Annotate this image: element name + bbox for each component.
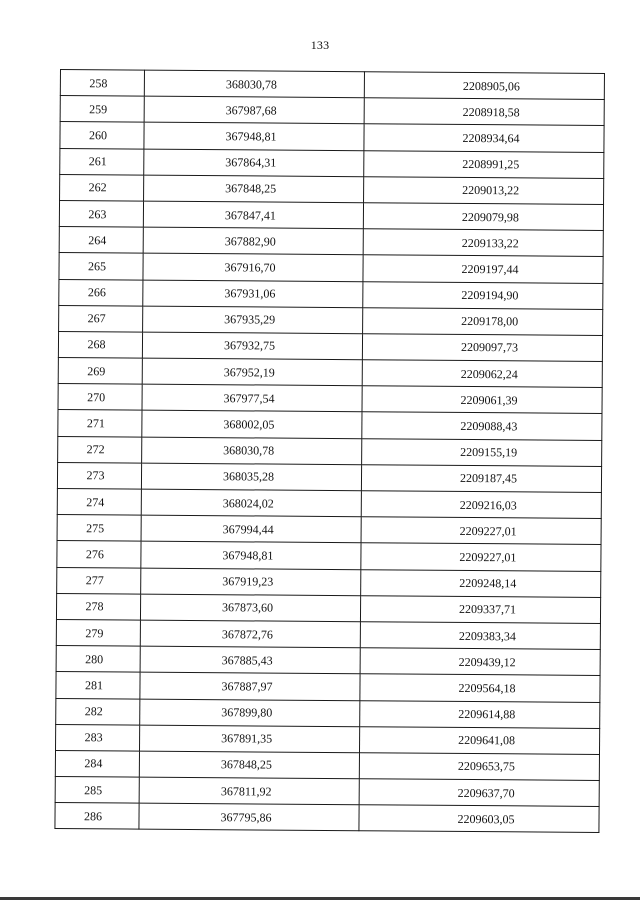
y-coordinate-cell: 2209641,08 [359,726,599,754]
point-number-cell: 278 [56,593,140,620]
y-coordinate-cell: 2208918,58 [364,98,604,126]
y-coordinate-cell: 2209439,12 [360,648,600,676]
point-number-cell: 258 [60,70,144,97]
table-row [59,279,603,309]
y-coordinate-cell: 2208991,25 [364,150,604,178]
point-number-cell: 280 [56,646,140,673]
table-row [60,70,604,100]
table-row [58,331,602,361]
table-row [58,358,602,388]
point-number-cell: 266 [59,279,143,306]
x-coordinate-cell: 367948,81 [141,541,361,569]
x-coordinate-cell: 367891,35 [140,725,360,753]
point-number-cell: 282 [56,698,140,725]
x-coordinate-cell: 367848,25 [139,751,359,779]
y-coordinate-cell: 2209062,24 [362,360,602,388]
y-coordinate-cell: 2209337,71 [360,595,600,623]
point-number-cell: 271 [58,410,142,437]
x-coordinate-cell: 367919,23 [141,568,361,596]
y-coordinate-cell: 2209187,45 [361,465,601,493]
x-coordinate-cell: 367931,06 [143,280,363,308]
y-coordinate-cell: 2209194,90 [363,281,603,309]
y-coordinate-cell: 2209013,22 [364,176,604,204]
x-coordinate-cell: 368024,02 [141,489,361,517]
y-coordinate-cell: 2209155,19 [362,438,602,466]
y-coordinate-cell: 2209603,05 [359,805,599,833]
point-number-cell: 267 [59,305,143,332]
x-coordinate-cell: 367872,76 [140,620,360,648]
table-row [57,515,601,545]
table-row [59,200,603,230]
x-coordinate-cell: 368030,78 [144,70,364,98]
table-row [56,646,600,676]
x-coordinate-cell: 367987,68 [144,96,364,124]
point-number-cell: 273 [57,462,141,489]
x-coordinate-cell: 367977,54 [142,384,362,412]
point-number-cell: 275 [57,515,141,542]
x-coordinate-cell: 367948,81 [144,122,364,150]
coordinates-table-body [55,70,605,833]
x-coordinate-cell: 367916,70 [143,253,363,281]
point-number-cell: 285 [55,777,139,804]
table-row [60,122,604,152]
x-coordinate-cell: 367899,80 [140,699,360,727]
table-row [57,567,601,597]
table-row [56,619,600,649]
y-coordinate-cell: 2209227,01 [361,543,601,571]
y-coordinate-cell: 2209383,34 [360,622,600,650]
y-coordinate-cell: 2209079,98 [363,203,603,231]
y-coordinate-cell: 2208905,06 [364,72,604,100]
table-row [60,96,604,126]
y-coordinate-cell: 2209097,73 [362,334,602,362]
x-coordinate-cell: 367873,60 [140,594,360,622]
point-number-cell: 270 [58,384,142,411]
x-coordinate-cell: 367887,97 [140,672,360,700]
x-coordinate-cell: 367882,90 [143,227,363,255]
x-coordinate-cell: 367848,25 [144,175,364,203]
y-coordinate-cell: 2209216,03 [361,491,601,519]
table-row [60,174,604,204]
point-number-cell: 274 [57,488,141,515]
point-number-cell: 263 [59,200,143,227]
point-number-cell: 272 [58,436,142,463]
table-row [56,724,600,754]
x-coordinate-cell: 367952,19 [142,358,362,386]
point-number-cell: 276 [57,541,141,568]
table-row [59,253,603,283]
table-row [56,593,600,623]
table-row [59,305,603,335]
y-coordinate-cell: 2209088,43 [362,412,602,440]
point-number-cell: 259 [60,96,144,123]
y-coordinate-cell: 2209061,39 [362,386,602,414]
y-coordinate-cell: 2209133,22 [363,229,603,257]
table-row [55,803,599,833]
x-coordinate-cell: 367885,43 [140,646,360,674]
table-row [57,541,601,571]
point-number-cell: 265 [59,253,143,280]
table-row [59,227,603,257]
x-coordinate-cell: 367994,44 [141,515,361,543]
y-coordinate-cell: 2209227,01 [361,517,601,545]
point-number-cell: 286 [55,803,139,830]
table-row [60,148,604,178]
point-number-cell: 283 [56,724,140,751]
x-coordinate-cell: 367932,75 [142,332,362,360]
table-row [56,698,600,728]
x-coordinate-cell: 367935,29 [143,306,363,334]
coordinates-table [54,69,605,833]
y-coordinate-cell: 2209614,88 [360,700,600,728]
table-row [57,462,601,492]
table-row [55,777,599,807]
y-coordinate-cell: 2209653,75 [359,753,599,781]
page-number: 133 [310,38,330,52]
y-coordinate-cell: 2209178,00 [363,307,603,335]
table-row [56,672,600,702]
y-coordinate-cell: 2209637,70 [359,779,599,807]
table-row [58,384,602,414]
y-coordinate-cell: 2209248,14 [361,569,601,597]
y-coordinate-cell: 2209197,44 [363,255,603,283]
x-coordinate-cell: 368002,05 [142,411,362,439]
table-row [57,488,601,518]
point-number-cell: 260 [60,122,144,149]
point-number-cell: 268 [58,331,142,358]
point-number-cell: 269 [58,358,142,385]
table-row [58,410,602,440]
y-coordinate-cell: 2209564,18 [360,674,600,702]
point-number-cell: 262 [60,174,144,201]
point-number-cell: 277 [57,567,141,594]
point-number-cell: 279 [56,619,140,646]
x-coordinate-cell: 367847,41 [143,201,363,229]
table-row [55,750,599,780]
x-coordinate-cell: 368030,78 [142,437,362,465]
y-coordinate-cell: 2208934,64 [364,124,604,152]
point-number-cell: 281 [56,672,140,699]
table-row [58,436,602,466]
x-coordinate-cell: 367864,31 [144,149,364,177]
x-coordinate-cell: 367811,92 [139,777,359,805]
point-number-cell: 261 [60,148,144,175]
point-number-cell: 284 [55,750,139,777]
point-number-cell: 264 [59,227,143,254]
x-coordinate-cell: 368035,28 [141,463,361,491]
x-coordinate-cell: 367795,86 [139,803,359,831]
